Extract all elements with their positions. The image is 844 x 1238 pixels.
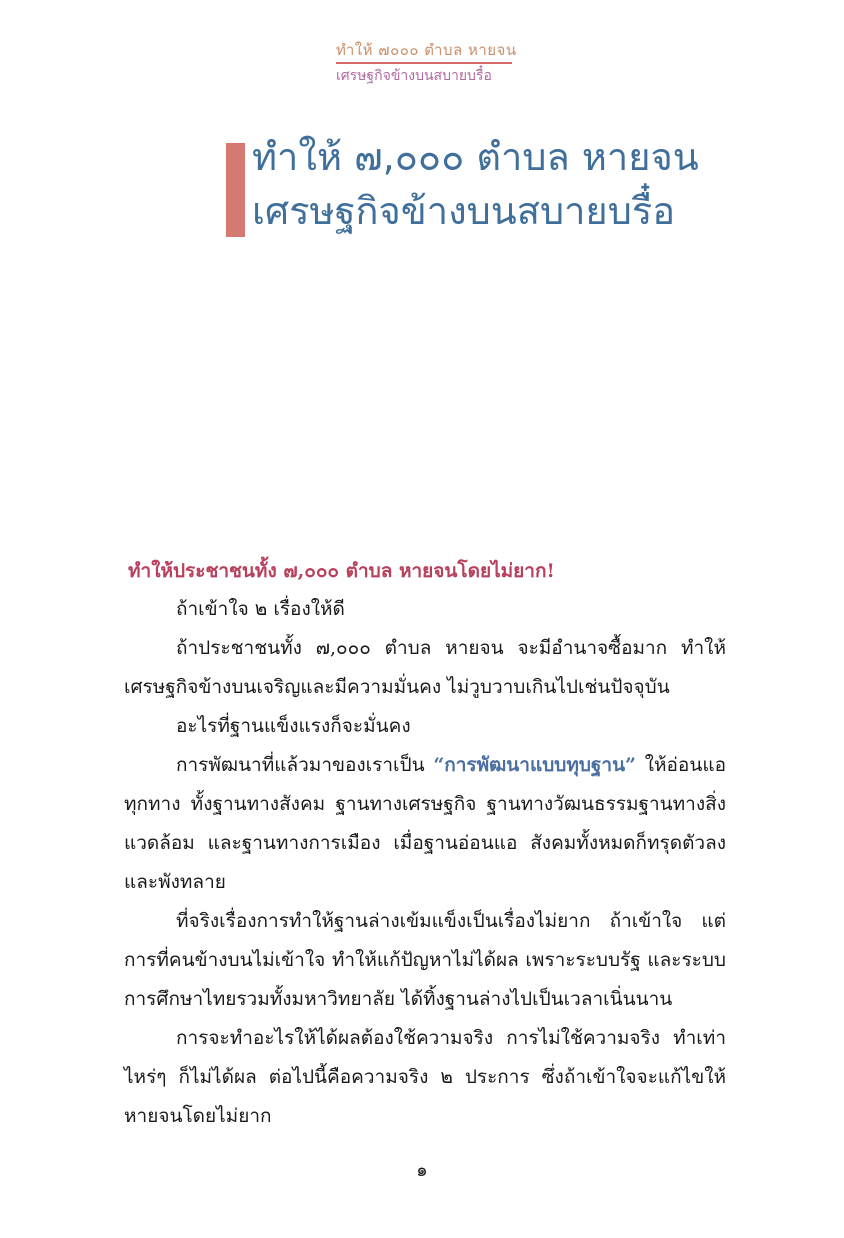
body-text xyxy=(124,552,726,1136)
paragraph-3: อะไรที่ฐานแข็งแรงก็จะมั่นคง xyxy=(176,715,411,737)
chapter-title-line2: เศรษฐกิจข้างบนสบายบรื๋อ xyxy=(252,189,676,233)
chapter-title xyxy=(252,130,812,238)
paragraph-2: ถ้าประชาชนทั้ง ๗,๐๐๐ ตำบล หายจน จะมีอำนาจซื้อมาก ทำให้เศรษฐกิจข้างบนเจริญและมีความมั่นคง ไม่วูบวาบเกินไปเช่นปัจจุบัน xyxy=(124,637,726,698)
paragraph-4-rest: ให้อ่อนแอทุกทาง ทั้งฐานทางสังคม ฐานทางเศรษฐกิจ ฐานทางวัฒนธรรมฐานทางสิ่งแวดล้อม และฐานทางการเมือง เมื่อฐานอ่อนแอ สังคมทั้งหมดก็ทรุดตัวลง และพังทลาย xyxy=(124,754,726,893)
paragraph-4 xyxy=(124,746,726,902)
paragraph-5: ที่จริงเรื่องการทำให้ฐานล่างเข้มแข็งเป็นเรื่องไม่ยาก ถ้าเข้าใจ แต่การที่คนข้างบนไม่เข้าใจ ทำให้แก้ปัญหาไม่ได้ผล เพราะระบบรัฐ และระบบการศึกษาไทยรวมทั้งมหาวิทยาลัย ได้ทิ้งฐานล่างไปเป็นเวลาเนิ่นนาน xyxy=(124,910,726,1010)
running-header xyxy=(336,40,516,85)
running-header-title: ทำให้ ๗๐๐๐ ตำบล หายจน xyxy=(336,41,517,59)
highlighted-phrase: “การพัฒนาแบบทุบฐาน” xyxy=(433,754,636,776)
running-header-rule xyxy=(336,62,512,64)
paragraph-1: ถ้าเข้าใจ ๒ เรื่องให้ดี xyxy=(176,598,345,620)
page-number: ๑ xyxy=(416,1160,428,1181)
title-accent-bar xyxy=(226,143,245,237)
chapter-title-line1: ทำให้ ๗,๐๐๐ ตำบล หายจน xyxy=(252,135,699,179)
section-subheading: ทำให้ประชาชนทั้ง ๗,๐๐๐ ตำบล หายจนโดยไม่ยาก! xyxy=(128,560,555,582)
paragraph-6: การจะทำอะไรให้ได้ผลต้องใช้ความจริง การไม่ใช้ความจริง ทำเท่าไหร่ๆ ก็ไม่ได้ผล ต่อไปนี้คือความจริง ๒ ประการ ซึ่งถ้าเข้าใจจะแก้ไขให้หายจนโดยไม่ยาก xyxy=(124,1027,726,1127)
running-header-subtitle: เศรษฐกิจข้างบนสบายบรื๋อ xyxy=(336,68,492,84)
paragraph-4-lead: การพัฒนาที่แล้วมาของเราเป็น xyxy=(176,754,434,776)
